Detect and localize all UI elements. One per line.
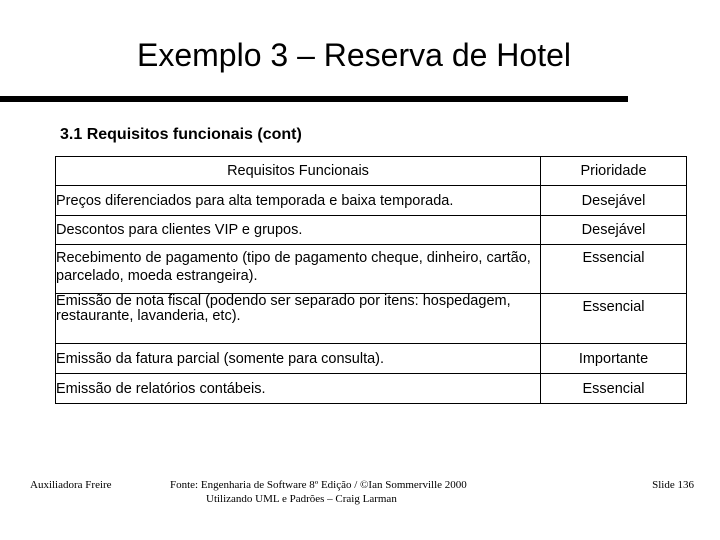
table-row <box>56 186 687 216</box>
table-row <box>56 374 687 404</box>
priority-cell: Importante <box>541 344 687 374</box>
header-priority: Prioridade <box>541 157 687 186</box>
priority-cell: Essencial <box>541 374 687 404</box>
table-row <box>56 294 687 344</box>
footer-author: Auxiliadora Freire <box>30 479 112 491</box>
table-row <box>56 344 687 374</box>
requirement-cell: Emissão de nota fiscal (podendo ser separado por itens: hospedagem, restaurante, lavanderia, etc). <box>56 294 541 344</box>
requirements-table <box>55 156 687 404</box>
requirement-cell: Recebimento de pagamento (tipo de pagamento cheque, dinheiro, cartão, parcelado, moeda estrangeira). <box>56 245 541 294</box>
slide-number: Slide 136 <box>652 479 694 491</box>
footer-source-line-1: Fonte: Engenharia de Software 8º Edição / ©Ian Sommerville 2000 <box>170 479 467 491</box>
priority-cell: Desejável <box>541 216 687 245</box>
table-row <box>56 245 687 294</box>
section-subtitle: 3.1 Requisitos funcionais (cont) <box>60 126 302 143</box>
title-divider <box>0 96 628 102</box>
priority-cell: Essencial <box>541 245 687 294</box>
footer-source <box>170 478 520 506</box>
requirement-cell: Emissão de relatórios contábeis. <box>56 374 541 404</box>
header-requirements: Requisitos Funcionais <box>56 157 541 186</box>
priority-cell: Desejável <box>541 186 687 216</box>
requirement-cell: Preços diferenciados para alta temporada e baixa temporada. <box>56 186 541 216</box>
priority-cell: Essencial <box>541 294 687 344</box>
requirement-cell: Descontos para clientes VIP e grupos. <box>56 216 541 245</box>
requirement-cell: Emissão da fatura parcial (somente para consulta). <box>56 344 541 374</box>
table-row <box>56 216 687 245</box>
table-header-row <box>56 157 687 186</box>
footer-source-line-2: Utilizando UML e Padrões – Craig Larman <box>206 493 397 505</box>
slide-title: Exemplo 3 – Reserva de Hotel <box>137 37 571 73</box>
